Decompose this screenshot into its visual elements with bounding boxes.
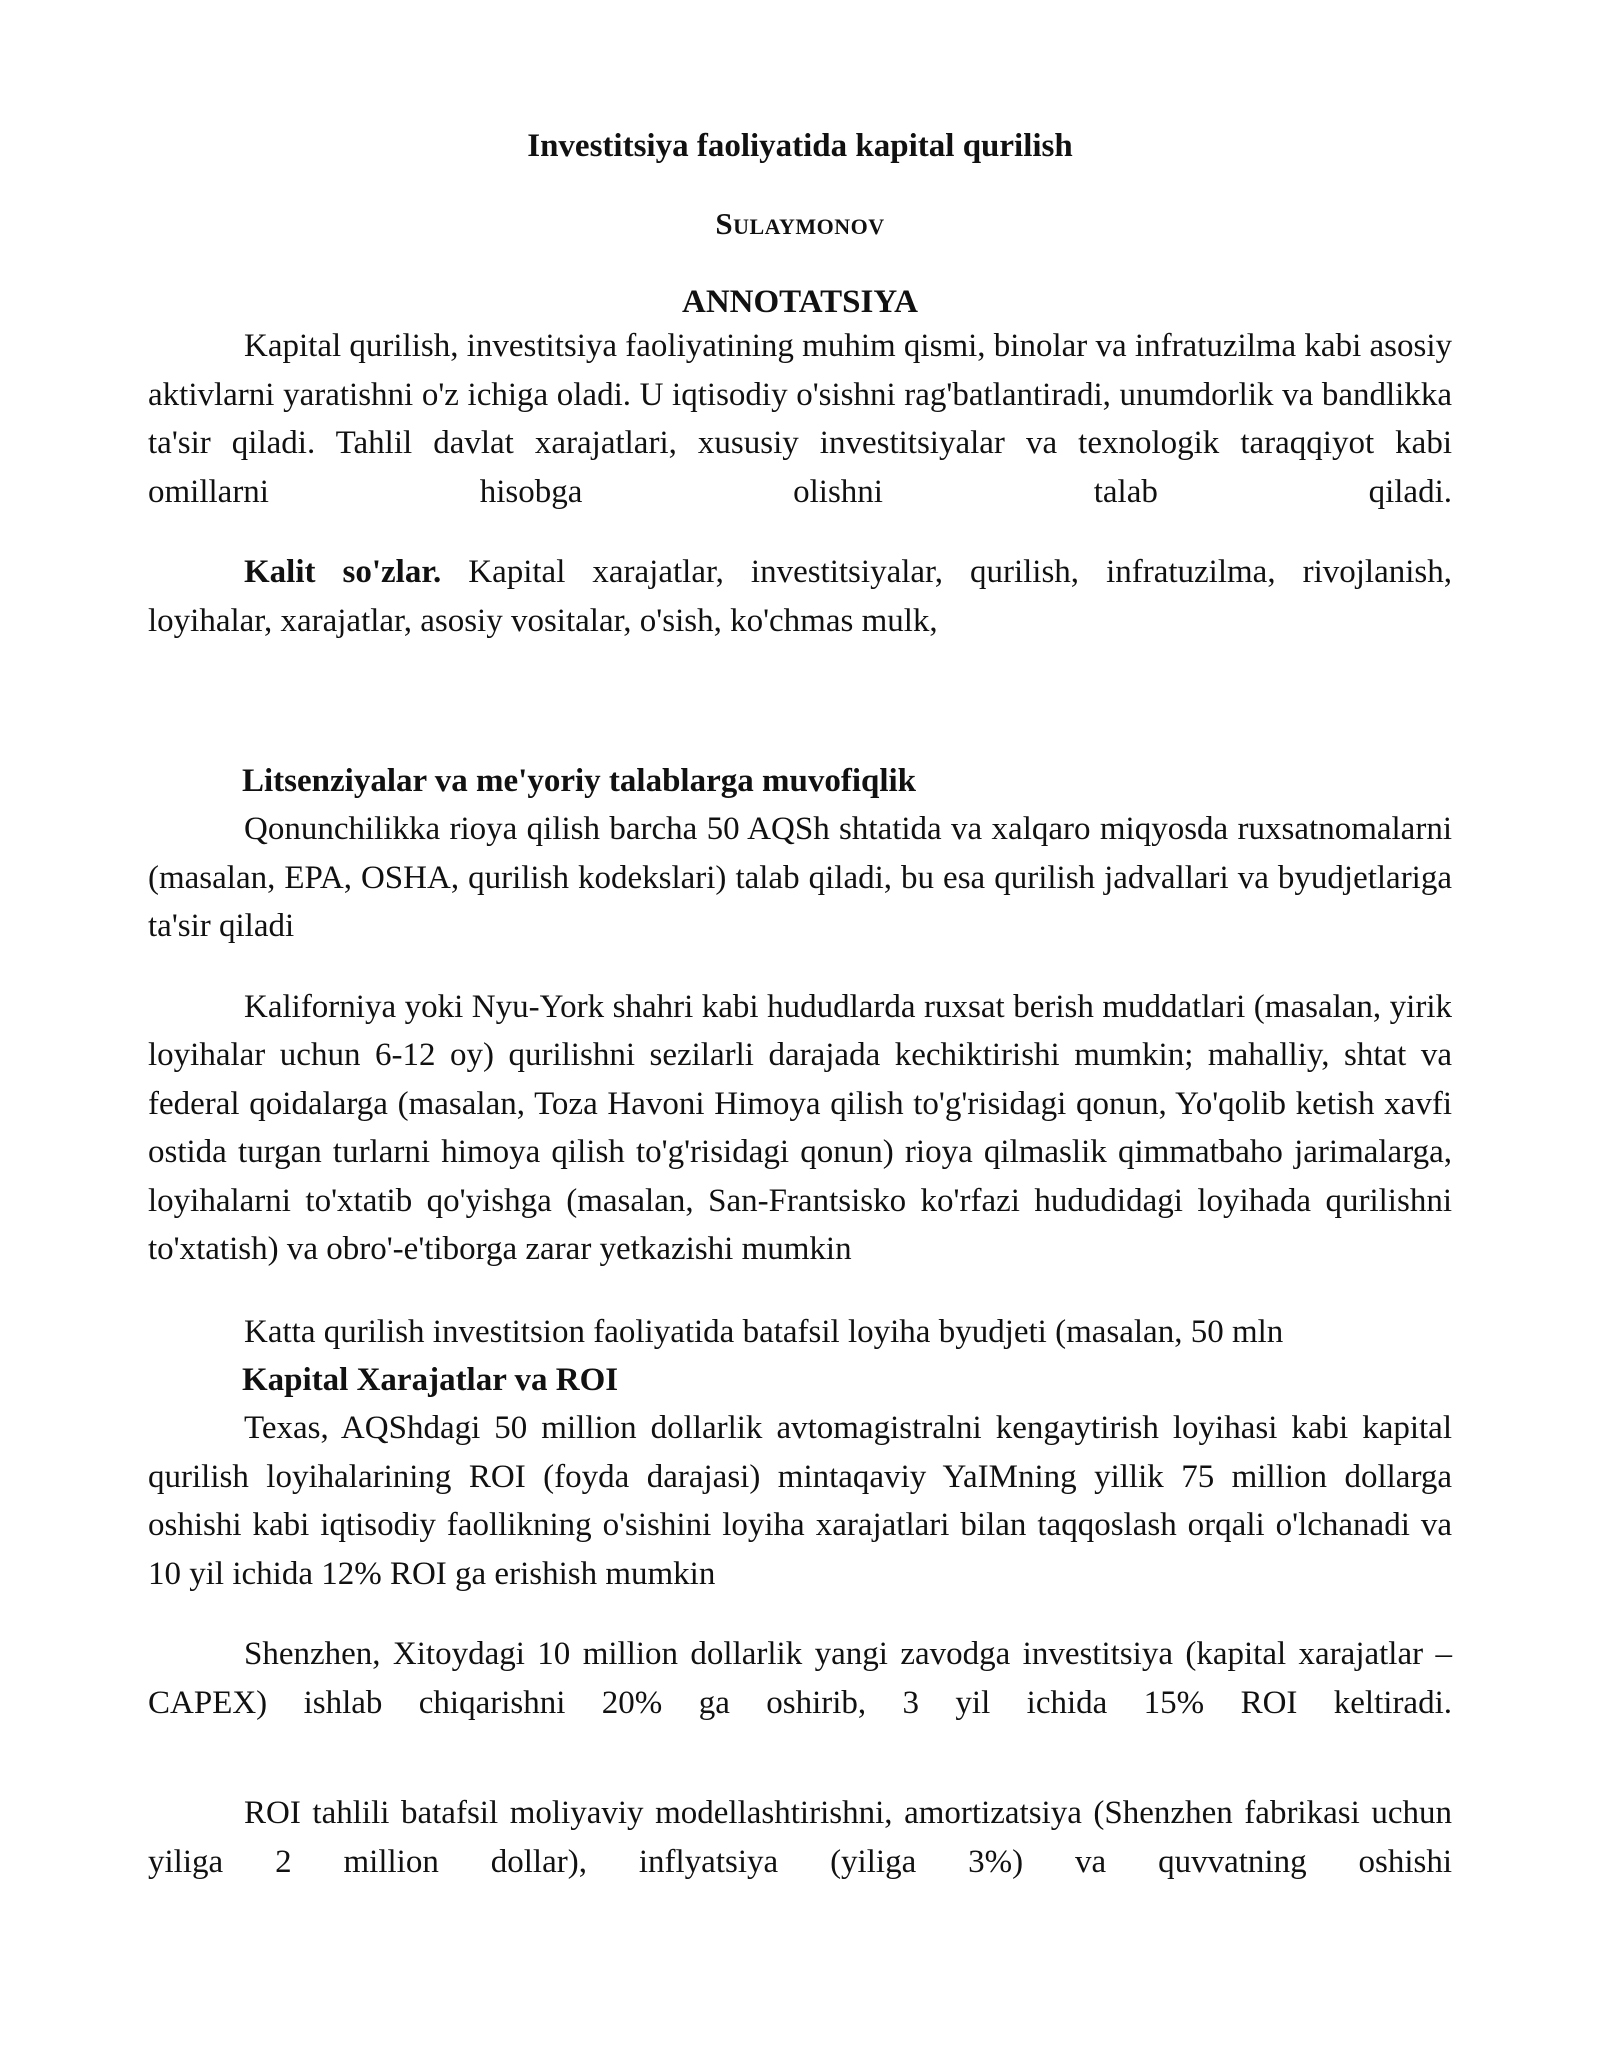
annotation-paragraph: Kapital qurilish, investitsiya faoliyatining muhim qismi, binolar va infratuzilma kabi asosiy aktivlarni yaratishni o'z ichiga oladi. U iqtisodiy o'sishni rag'batlantiradi, unumdorlik va bandlikka ta'sir qiladi. Tahlil davlat xarajatlari, xususiy investitsiyalar va texnologik taraqqiyot kabi omillarni hisobga olishni talab qiladi. bbox=[148, 328, 1452, 510]
paragraph-roi-1: Texas, AQShdagi 50 million dollarlik avtomagistralni kengaytirish loyihasi kabi kapital qurilish loyihalarining ROI (foyda darajasi) mintaqaviy YaIMning yillik 75 million dollarga oshishi kabi iqtisodiy faollikning o'sishini loyiha xarajatlari bilan taqqoslash orqali o'lchanadi va 10 yil ichida 12% ROI ga erishish mumkin bbox=[148, 1410, 1452, 1592]
author-name: Sulaymonov bbox=[715, 206, 885, 241]
keywords-paragraph bbox=[148, 548, 1452, 645]
paragraph-licenses-2: Kaliforniya yoki Nyu-York shahri kabi hududlarda ruxsat berish muddatlari (masalan, yirik loyihalar uchun 6-12 oy) qurilishni sezilarli darajada kechiktirishi mumkin; mahalliy, shtat va federal qoidalarga (masalan, Toza Havoni Himoya qilish to'g'risidagi qonun, Yo'qolib ketish xavfi ostida turgan turlarni himoya qilish to'g'risidagi qonun) rioya qilmaslik qimmatbaho jarimalarga, loyihalarni to'xtatib qo'yishga (masalan, San-Frantsisko ko'rfazi hududidagi loyihada qurilishni to'xtatish) va obro'-e'tiborga zarar yetkazishi mumkin bbox=[148, 988, 1452, 1267]
paragraph-licenses-1: Qonunchilikka rioya qilish barcha 50 AQSh shtatida va xalqaro miqyosda ruxsatnomalarni (masalan, EPA, OSHA, qurilish kodekslari) talab qiladi, bu esa qurilish jadvallari va byudjetlariga ta'sir qiladi bbox=[148, 811, 1452, 944]
paragraph-roi-3: ROI tahlili batafsil moliyaviy modellashtirishni, amortizatsiya (Shenzhen fabrikasi uchun yiliga 2 million dollar), inflyatsiya (yiliga 3%) va quvvatning oshishi bbox=[148, 1795, 1452, 1880]
document-page bbox=[148, 126, 1452, 1886]
section-heading-capex-roi: Kapital Xarajatlar va ROI bbox=[242, 1362, 619, 1398]
document-title: Investitsiya faoliyatida kapital qurilish bbox=[527, 128, 1073, 164]
annotation-heading: ANNOTATSIYA bbox=[682, 284, 918, 320]
paragraph-roi-2: Shenzhen, Xitoydagi 10 million dollarlik yangi zavodga investitsiya (kapital xarajatlar – CAPEX) ishlab chiqarishni 20% ga oshirib, 3 yil ichida 15% ROI keltiradi. bbox=[148, 1636, 1452, 1721]
keywords-text: Kapital xarajatlar, investitsiyalar, qurilish, infratuzilma, rivojlanish, loyihalar, xarajatlar, asosiy vositalar, o'sish, ko'chmas mulk, bbox=[148, 554, 1452, 639]
section-heading-licenses: Litsenziyalar va me'yoriy talablarga muvofiqlik bbox=[242, 763, 917, 799]
keywords-label: Kalit so'zlar. bbox=[244, 554, 442, 590]
paragraph-licenses-3: Katta qurilish investitsion faoliyatida batafsil loyiha byudjeti (masalan, 50 mln bbox=[244, 1313, 1284, 1350]
